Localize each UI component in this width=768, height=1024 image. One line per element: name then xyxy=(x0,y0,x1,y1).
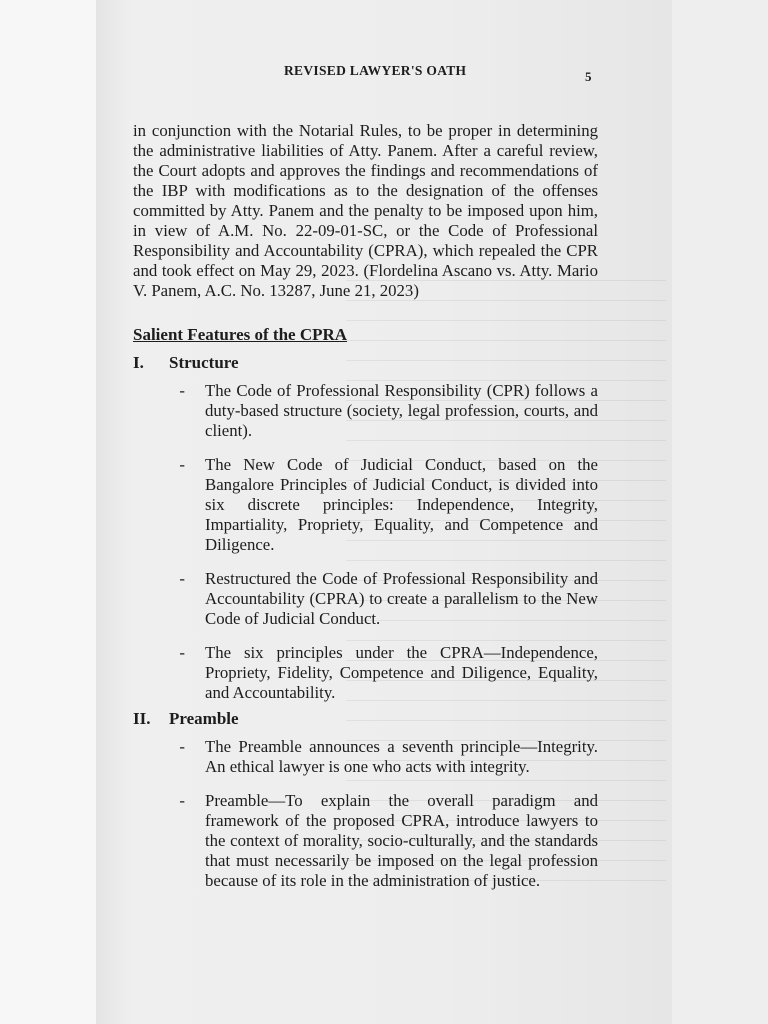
bullet-text: Preamble—To explain the overall paradigm and framework of the proposed CPRA, introduce lawyers to the context of morality, socio-culturally, and the standards that must necessarily be imposed on the legal profession because of its role in the administration of justice. xyxy=(205,791,598,890)
bullet-marker: - xyxy=(179,791,185,810)
list-item xyxy=(133,737,598,777)
list-item xyxy=(133,643,598,703)
list-item xyxy=(133,381,598,441)
subsection-number: II. xyxy=(133,709,151,728)
bullet-marker: - xyxy=(179,381,185,400)
running-title: REVISED LAWYER'S OATH xyxy=(284,63,467,78)
list-item xyxy=(133,791,598,891)
bullet-text: The six principles under the CPRA—Independence, Propriety, Fidelity, Competence and Diligence, Equality, and Accountability. xyxy=(205,643,598,702)
running-header xyxy=(96,63,672,83)
document-page xyxy=(96,0,672,1024)
bullet-marker: - xyxy=(179,569,185,588)
bullet-text: The Preamble announces a seventh principle—Integrity. An ethical lawyer is one who acts with integrity. xyxy=(205,737,598,776)
bullet-marker: - xyxy=(179,455,185,474)
page-number: 5 xyxy=(585,69,592,84)
bullet-marker: - xyxy=(179,643,185,662)
bullet-marker: - xyxy=(179,737,185,756)
structure-bullet-list xyxy=(133,381,598,703)
bullet-text: Restructured the Code of Professional Responsibility and Accountability (CPRA) to create a parallelism to the New Code of Judicial Conduct. xyxy=(205,569,598,628)
scan-margin xyxy=(0,0,96,1024)
bullet-text: The Code of Professional Responsibility (CPR) follows a duty-based structure (society, legal profession, courts, and client). xyxy=(205,381,598,440)
intro-paragraph: in conjunction with the Notarial Rules, to be proper in determining the administrative liabilities of Atty. Panem. After a careful review, the Court adopts and approves the findings and recommendations of the IBP with modifications as to the designation of the offenses committed by Atty. Panem and the penalty to be imposed upon him, in view of A.M. No. 22-09-01-SC, or the Code of Professional Responsibility and Accountability (CPRA), which repealed the CPR and took effect on May 29, 2023. (Flordelina Ascano vs. Atty. Mario V. Panem, A.C. No. 13287, June 21, 2023) xyxy=(133,121,598,300)
list-item xyxy=(133,569,598,629)
subsection-heading-preamble xyxy=(133,709,598,729)
bullet-text: The New Code of Judicial Conduct, based on the Bangalore Principles of Judicial Conduct, is divided into six discrete principles: Independence, Integrity, Impartiality, Propriety, Equality, and Competence and Diligence. xyxy=(205,455,598,554)
section-title: Salient Features of the CPRA xyxy=(133,325,348,344)
list-item xyxy=(133,455,598,555)
preamble-bullet-list xyxy=(133,737,598,891)
subsection-heading-structure xyxy=(133,353,598,373)
subsection-title: Structure xyxy=(169,353,239,372)
subsection-number: I. xyxy=(133,353,144,372)
subsection-title: Preamble xyxy=(169,709,239,728)
page-content xyxy=(133,121,598,905)
